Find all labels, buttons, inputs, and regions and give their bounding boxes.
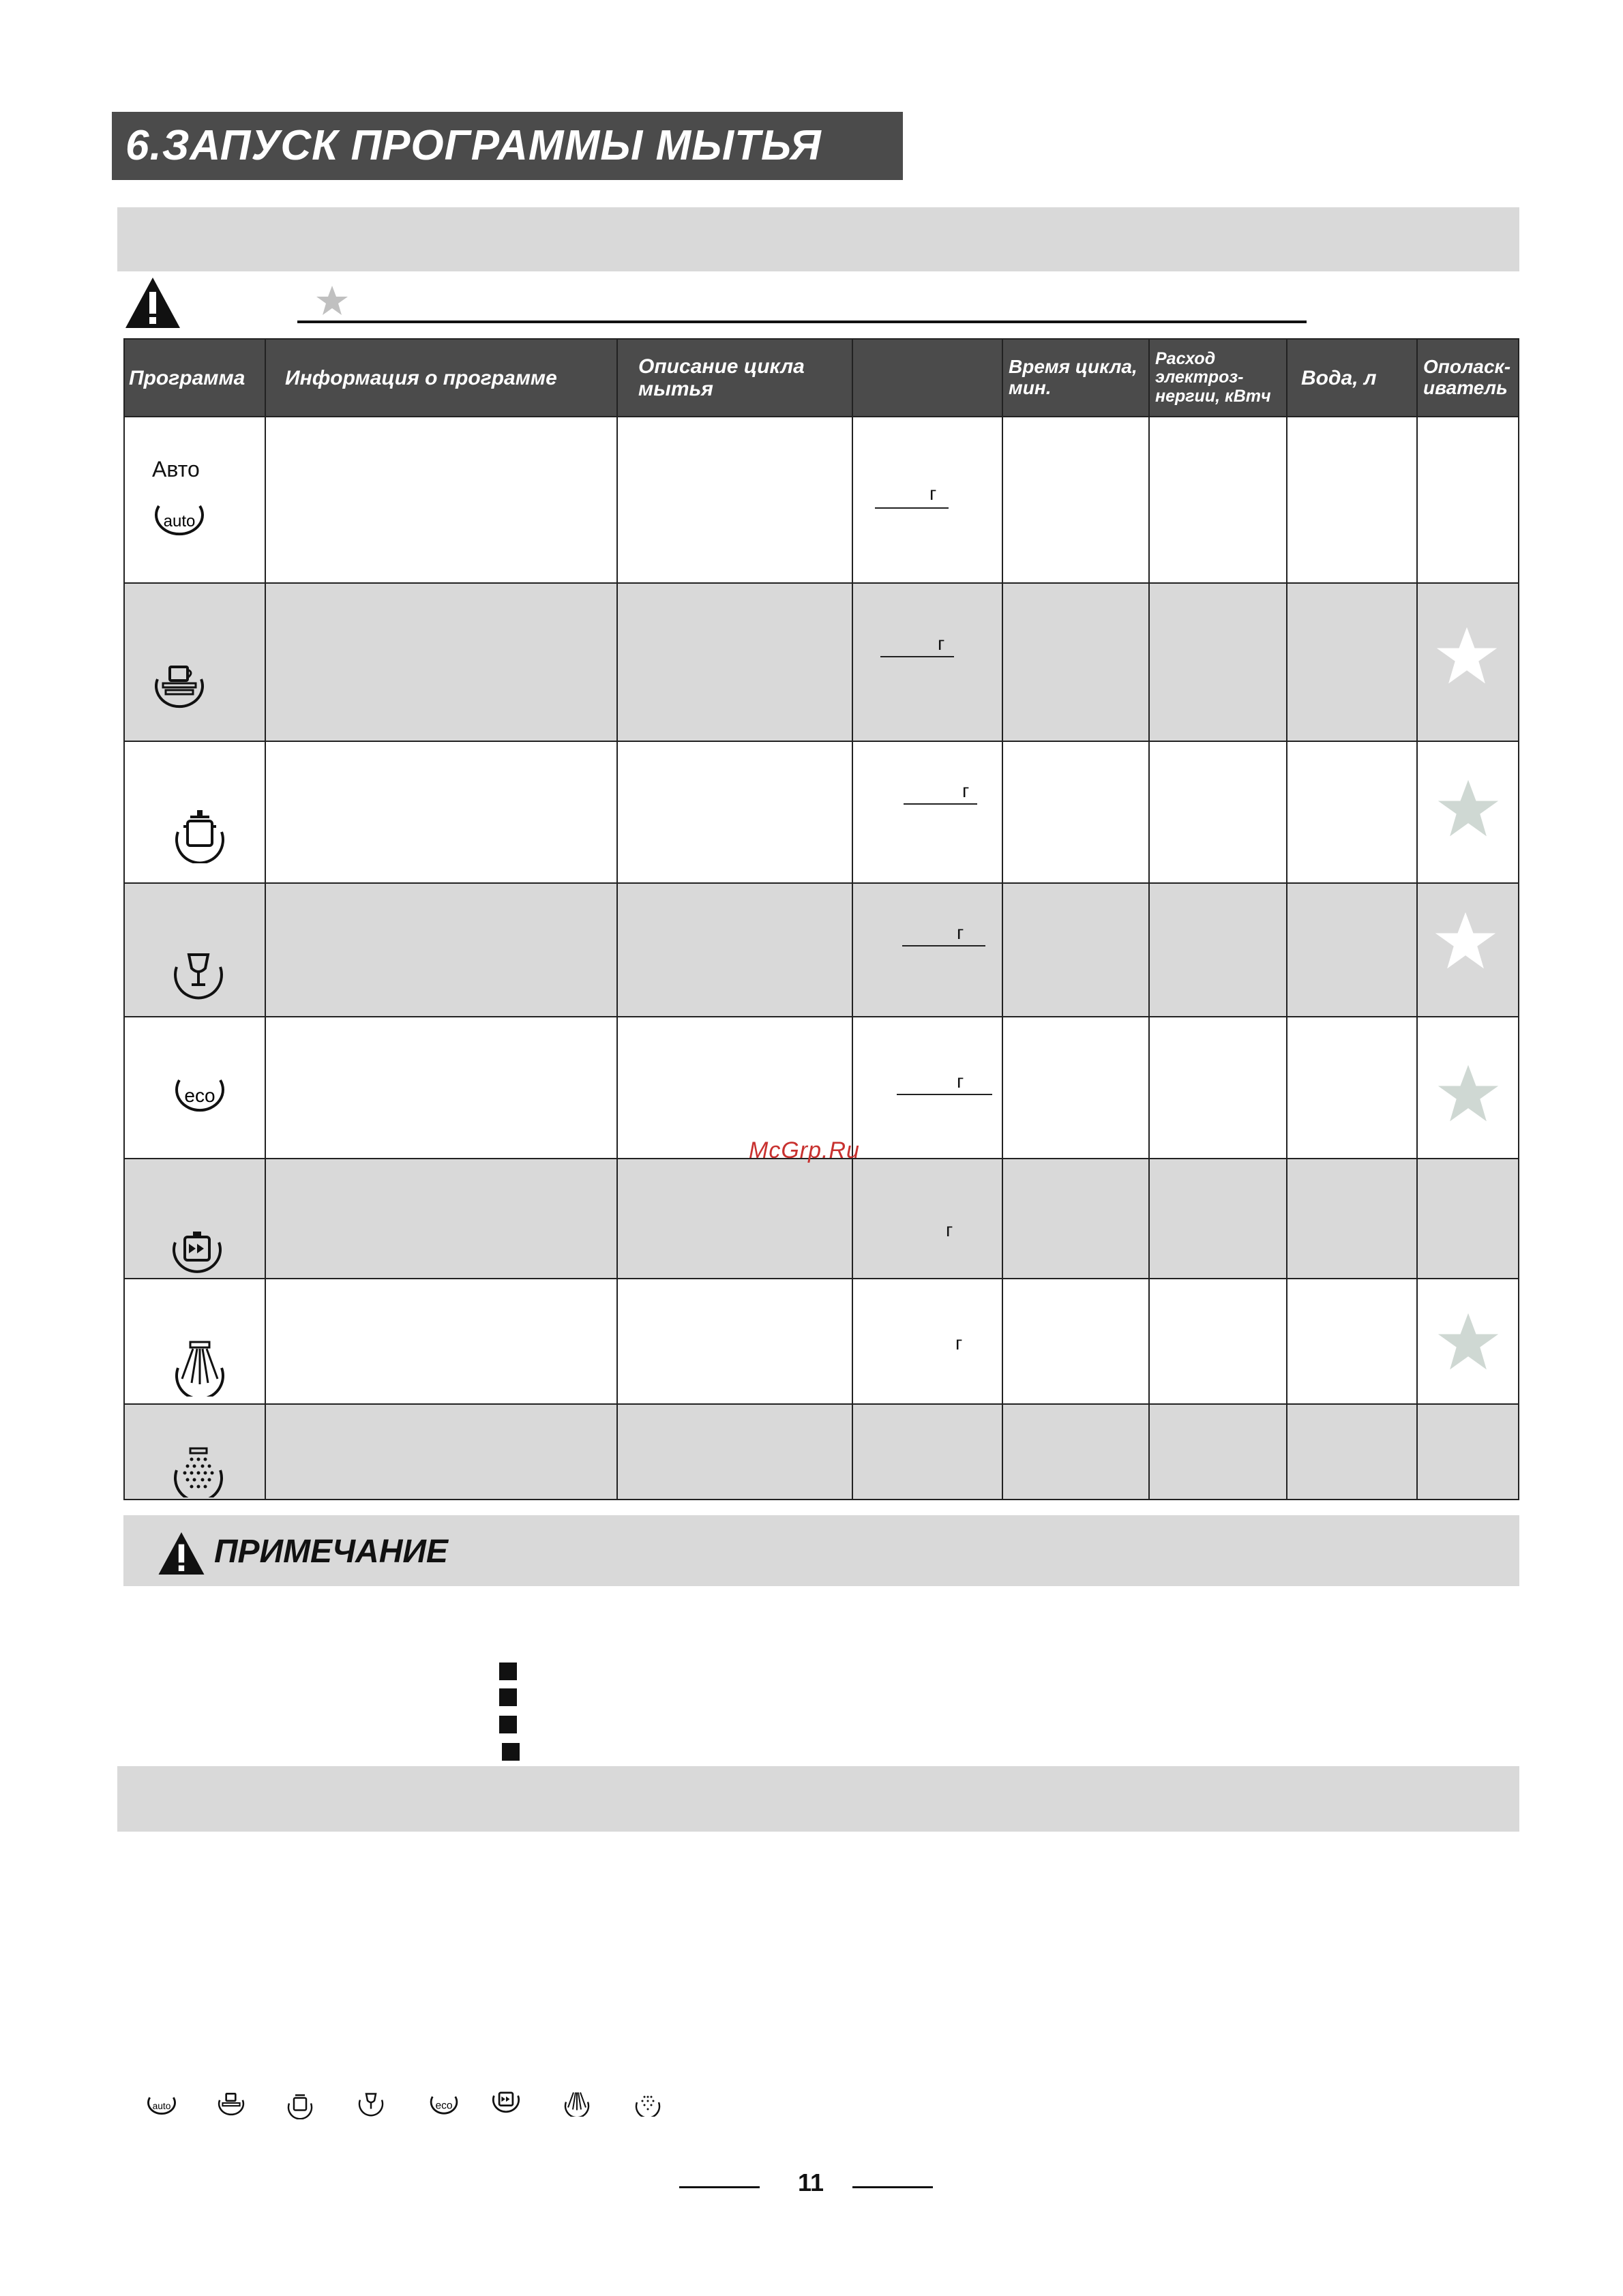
info-cell xyxy=(265,883,617,1017)
rinse-cell xyxy=(1417,417,1519,583)
shower-icon xyxy=(563,2087,591,2117)
page-number-rule-right xyxy=(852,2186,933,2188)
bullet-square xyxy=(499,1688,517,1706)
energy-cell xyxy=(1149,741,1287,883)
detergent-cell xyxy=(852,1017,1002,1159)
header-time: Время цикла, мин. xyxy=(1002,339,1149,417)
cycle-desc-cell xyxy=(617,583,852,741)
water-cell xyxy=(1287,1404,1417,1500)
detergent-cell xyxy=(852,417,1002,583)
info-cell xyxy=(265,1279,617,1404)
time-cell xyxy=(1002,583,1149,741)
header-detergent xyxy=(852,339,1002,417)
star-icon xyxy=(1435,776,1501,841)
dishes-icon xyxy=(217,2089,245,2118)
page-number-rule-left xyxy=(679,2186,760,2188)
page-number: 11 xyxy=(798,2168,824,2196)
info-cell xyxy=(265,1404,617,1500)
header-water: Вода, л xyxy=(1287,339,1417,417)
detergent-cell xyxy=(852,1404,1002,1500)
detergent-unit: г xyxy=(962,780,970,801)
table-row xyxy=(124,417,1519,583)
warning-underline xyxy=(297,320,1307,323)
detergent-cell xyxy=(852,741,1002,883)
dishes-icon xyxy=(152,659,207,713)
cycle-desc-cell xyxy=(617,1279,852,1404)
program-label: Авто xyxy=(152,457,200,481)
star-icon xyxy=(1434,623,1500,689)
table-row xyxy=(124,583,1519,741)
program-cell xyxy=(124,417,265,583)
svg-text:eco: eco xyxy=(435,2100,453,2112)
glass-icon xyxy=(171,946,226,1002)
auto-icon xyxy=(152,498,207,543)
rinse-cell xyxy=(1417,1159,1519,1279)
table-row xyxy=(124,1159,1519,1279)
cycle-desc-cell xyxy=(617,883,852,1017)
water-cell xyxy=(1287,583,1417,741)
time-cell xyxy=(1002,1279,1149,1404)
eco-icon xyxy=(173,1072,227,1121)
shower-icon xyxy=(173,1338,227,1397)
table-row xyxy=(124,1279,1519,1404)
info-cell xyxy=(265,583,617,741)
rinse-cell xyxy=(1417,741,1519,883)
rapid-icon xyxy=(170,1227,224,1277)
watermark: McGrp.Ru xyxy=(749,1137,860,1163)
water-cell xyxy=(1287,741,1417,883)
water-cell xyxy=(1287,417,1417,583)
detergent-underline xyxy=(880,656,954,657)
table-row xyxy=(124,1404,1519,1500)
prewash-icon xyxy=(634,2089,661,2117)
auto-icon xyxy=(146,2092,177,2119)
rinse-cell xyxy=(1417,583,1519,741)
detergent-unit: г xyxy=(957,922,964,943)
energy-cell xyxy=(1149,417,1287,583)
svg-text:eco: eco xyxy=(184,1085,215,1106)
time-cell xyxy=(1002,741,1149,883)
table-header-row xyxy=(124,339,1519,417)
detergent-cell xyxy=(852,883,1002,1017)
rinse-cell xyxy=(1417,883,1519,1017)
time-cell xyxy=(1002,883,1149,1017)
time-cell xyxy=(1002,1159,1149,1279)
detergent-unit: г xyxy=(957,1071,964,1092)
cycle-desc-cell xyxy=(617,417,852,583)
detergent-unit: г xyxy=(946,1219,953,1240)
warning-icon xyxy=(123,275,182,330)
info-cell xyxy=(265,1159,617,1279)
energy-cell xyxy=(1149,583,1287,741)
bullet-square xyxy=(499,1663,517,1680)
header-info: Информация о программе xyxy=(265,339,617,417)
time-cell xyxy=(1002,1017,1149,1159)
star-icon xyxy=(1433,908,1498,974)
table-row xyxy=(124,883,1519,1017)
pot-icon xyxy=(173,805,227,863)
note-warning-icon xyxy=(157,1530,206,1577)
table-row xyxy=(124,741,1519,883)
info-cell xyxy=(265,417,617,583)
program-cell xyxy=(124,1404,265,1500)
detergent-unit: г xyxy=(938,633,945,654)
program-table xyxy=(123,338,1519,1500)
section-band-top xyxy=(117,207,1519,271)
header-rinse: Ополаск- иватель xyxy=(1417,339,1519,417)
water-cell xyxy=(1287,883,1417,1017)
bullet-square xyxy=(502,1743,520,1761)
note-title: ПРИМЕЧАНИЕ xyxy=(214,1534,448,1570)
header-cycle-desc: Описание цикла мытья xyxy=(617,339,852,417)
program-cell xyxy=(124,741,265,883)
svg-text:auto: auto xyxy=(163,512,196,531)
section-title: 6.ЗАПУСК ПРОГРАММЫ МЫТЬЯ xyxy=(112,112,903,180)
header-energy: Расход электроз- нергии, кВтч xyxy=(1149,339,1287,417)
cycle-desc-cell xyxy=(617,1404,852,1500)
water-cell xyxy=(1287,1279,1417,1404)
detergent-underline xyxy=(875,507,949,509)
energy-cell xyxy=(1149,1404,1287,1500)
star-icon xyxy=(1435,1061,1501,1127)
detergent-underline xyxy=(902,945,985,946)
water-cell xyxy=(1287,1159,1417,1279)
water-cell xyxy=(1287,1017,1417,1159)
pot-icon xyxy=(286,2089,314,2119)
energy-cell xyxy=(1149,1159,1287,1279)
star-legend-icon xyxy=(315,284,349,318)
rinse-cell xyxy=(1417,1279,1519,1404)
rinse-cell xyxy=(1417,1404,1519,1500)
cycle-desc-cell xyxy=(617,741,852,883)
program-cell xyxy=(124,883,265,1017)
detergent-unit: г xyxy=(929,483,937,504)
info-cell xyxy=(265,1017,617,1159)
time-cell xyxy=(1002,1404,1149,1500)
energy-cell xyxy=(1149,1017,1287,1159)
program-cell xyxy=(124,1279,265,1404)
star-icon xyxy=(1435,1309,1501,1375)
detergent-cell xyxy=(852,583,1002,741)
header-program: Программа xyxy=(124,339,265,417)
time-cell xyxy=(1002,417,1149,583)
detergent-unit: г xyxy=(955,1332,963,1354)
detergent-underline xyxy=(897,1094,992,1095)
cycle-desc-cell xyxy=(617,1159,852,1279)
detergent-cell xyxy=(852,1159,1002,1279)
rinse-cell xyxy=(1417,1017,1519,1159)
prewash-icon xyxy=(171,1446,226,1497)
svg-text:auto: auto xyxy=(152,2101,171,2112)
program-cell xyxy=(124,1017,265,1159)
glass-icon xyxy=(357,2089,385,2118)
eco-icon xyxy=(428,2092,460,2119)
bullet-square xyxy=(499,1716,517,1733)
detergent-cell xyxy=(852,1279,1002,1404)
program-cell xyxy=(124,583,265,741)
section-band-bottom xyxy=(117,1766,1519,1832)
energy-cell xyxy=(1149,883,1287,1017)
info-cell xyxy=(265,741,617,883)
rapid-icon xyxy=(491,2087,521,2115)
energy-cell xyxy=(1149,1279,1287,1404)
program-cell xyxy=(124,1159,265,1279)
detergent-underline xyxy=(904,803,977,805)
